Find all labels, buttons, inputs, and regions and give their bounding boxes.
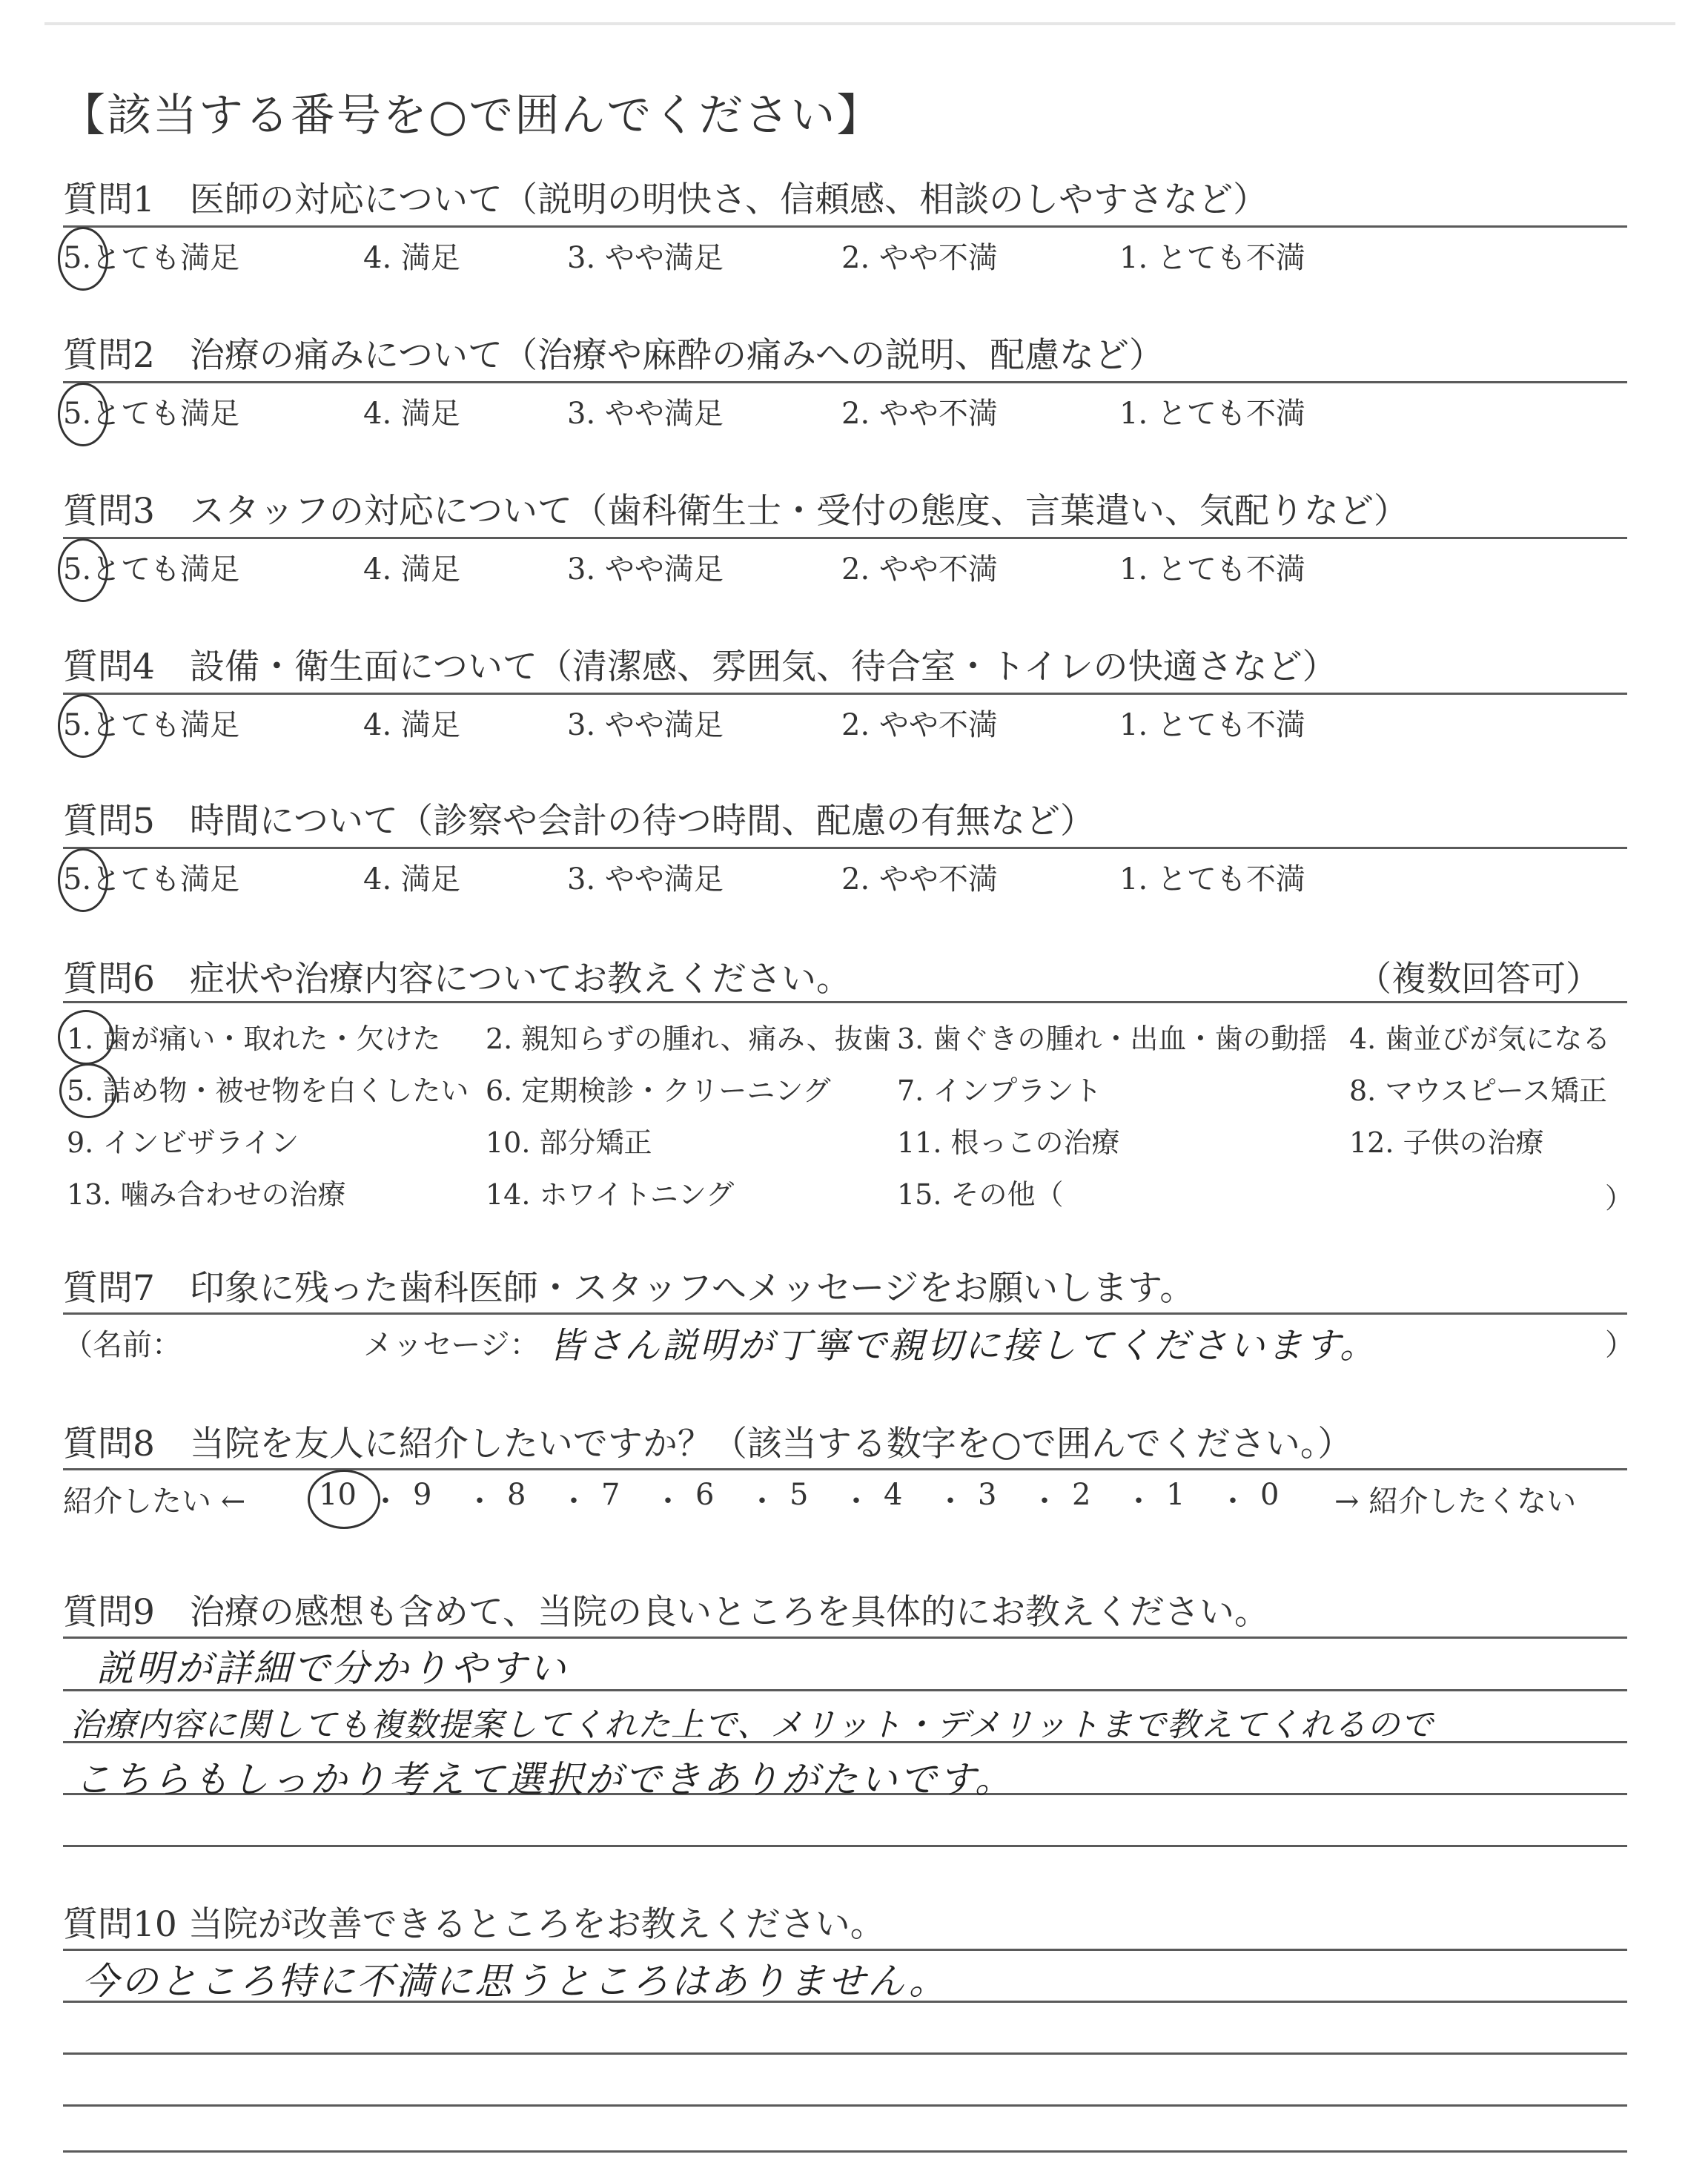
q1-rule <box>63 225 1627 228</box>
q5-selection-circle <box>58 848 108 912</box>
q7-name-label: （名前： <box>63 1328 182 1362</box>
q6-option-4[interactable]: 4. 歯並びが気になる <box>1349 1023 1611 1055</box>
q8-right-label: → 紹介したくない <box>1334 1484 1577 1519</box>
q3-heading: 質問3 スタッフの対応について（歯科衛生士・受付の態度、言葉遣い、気配りなど） <box>63 491 1409 532</box>
q6-heading: 質問6 症状や治療内容についてお教えください。 <box>63 959 851 1000</box>
q8-scale-separator: ・ <box>1218 1484 1248 1519</box>
q6-note: （複数回答可） <box>1357 959 1601 1000</box>
q4-option-3[interactable]: 3. やや満足 <box>567 708 724 742</box>
q2-selection-circle <box>58 383 108 446</box>
q8-scale-0[interactable]: 0 <box>1260 1478 1280 1512</box>
q5-heading: 質問5 時間について（診察や会計の待つ時間、配慮の有無など） <box>63 801 1095 842</box>
q1-option-2[interactable]: 2. やや不満 <box>841 241 998 275</box>
q6-option-6[interactable]: 6. 定期検診・クリーニング <box>486 1074 831 1107</box>
q6-option-13[interactable]: 13. 噛み合わせの治療 <box>67 1178 346 1211</box>
q1-option-5[interactable]: 5.とても満足 <box>63 241 240 275</box>
q8-scale-separator: ・ <box>465 1484 494 1519</box>
q9-rule-5 <box>63 1845 1627 1847</box>
q8-scale-3[interactable]: 3 <box>978 1478 997 1512</box>
q7-rule <box>63 1312 1627 1315</box>
q7-message-label: メッセージ： <box>363 1328 540 1362</box>
q8-scale-5[interactable]: 5 <box>790 1478 809 1512</box>
q6-option-15[interactable]: 15. その他（ <box>897 1178 1064 1211</box>
q8-scale-separator: ・ <box>936 1484 965 1519</box>
q8-scale-8[interactable]: 8 <box>507 1478 526 1512</box>
q6-selection-circle-1 <box>58 1010 114 1065</box>
q7-heading: 質問7 印象に残った歯科医師・スタッフへメッセージをお願いします。 <box>63 1268 1195 1309</box>
q3-option-4[interactable]: 4. 満足 <box>363 552 460 587</box>
q10-answer-line-1: 今のところ特に不満に思うところはありません。 <box>82 1960 948 2003</box>
q1-option-3[interactable]: 3. やや満足 <box>567 241 724 275</box>
q10-rule-5 <box>63 2150 1627 2153</box>
q6-option-14[interactable]: 14. ホワイトニング <box>486 1178 735 1211</box>
q1-selection-circle <box>58 227 108 291</box>
q3-rule <box>63 537 1627 539</box>
q7-message-handwritten: 皆さん説明が丁寧で親切に接してくださいます。 <box>549 1325 1378 1367</box>
q6-option-5[interactable]: 5. 詰め物・被せ物を白くしたい <box>67 1074 469 1107</box>
q6-rule <box>63 1001 1627 1003</box>
q5-option-3[interactable]: 3. やや満足 <box>567 862 724 896</box>
q3-option-3[interactable]: 3. やや満足 <box>567 552 724 587</box>
q5-option-5[interactable]: 5.とても満足 <box>63 862 240 896</box>
q8-scale-separator: ・ <box>747 1484 777 1519</box>
q9-answer-line-1: 説明が詳細で分かりやすい <box>96 1647 568 1690</box>
q2-heading: 質問2 治療の痛みについて（治療や麻酔の痛みへの説明、配慮など） <box>63 335 1165 376</box>
q8-scale-separator: ・ <box>1124 1484 1153 1519</box>
q3-selection-circle <box>58 538 108 602</box>
q1-heading: 質問1 医師の対応について（説明の明快さ、信頼感、相談のしやすさなど） <box>63 179 1268 220</box>
q5-rule <box>63 847 1627 849</box>
q6-option-2[interactable]: 2. 親知らずの腫れ、痛み、抜歯 <box>486 1023 891 1055</box>
q6-option-11[interactable]: 11. 根っこの治療 <box>897 1126 1120 1159</box>
q5-option-4[interactable]: 4. 満足 <box>363 862 460 896</box>
q6-option-7[interactable]: 7. インプラント <box>897 1074 1102 1107</box>
q8-scale-separator: ・ <box>841 1484 871 1519</box>
q2-option-4[interactable]: 4. 満足 <box>363 397 460 431</box>
q8-heading: 質問8 当院を友人に紹介したいですか？（該当する数字を○で囲んでください。） <box>63 1424 1353 1464</box>
q8-rule <box>63 1468 1627 1470</box>
q8-scale-1[interactable]: 1 <box>1166 1478 1185 1512</box>
q2-option-2[interactable]: 2. やや不満 <box>841 397 998 431</box>
q6-close-paren: ） <box>1605 1182 1634 1215</box>
q9-heading: 質問9 治療の感想も含めて、当院の良いところを具体的にお教えください。 <box>63 1592 1269 1633</box>
q6-option-3[interactable]: 3. 歯ぐきの腫れ・出血・歯の動揺 <box>897 1023 1328 1055</box>
q3-option-1[interactable]: 1. とても不満 <box>1119 552 1305 587</box>
q6-option-8[interactable]: 8. マウスピース矯正 <box>1349 1074 1607 1107</box>
q8-scale-separator: ・ <box>559 1484 589 1519</box>
q8-scale-7[interactable]: 7 <box>601 1478 620 1512</box>
q1-option-4[interactable]: 4. 満足 <box>363 241 460 275</box>
q4-option-5[interactable]: 5.とても満足 <box>63 708 240 742</box>
q6-option-10[interactable]: 10. 部分矯正 <box>486 1126 652 1159</box>
q6-option-1[interactable]: 1. 歯が痛い・取れた・欠けた <box>67 1023 441 1055</box>
q6-option-12[interactable]: 12. 子供の治療 <box>1349 1126 1544 1159</box>
q4-heading: 質問4 設備・衛生面について（清潔感、雰囲気、待合室・トイレの快適さなど） <box>63 647 1337 687</box>
q8-scale-9[interactable]: 9 <box>413 1478 432 1512</box>
q6-option-9[interactable]: 9. インビザライン <box>67 1126 299 1159</box>
q8-scale-4[interactable]: 4 <box>884 1478 903 1512</box>
q4-option-4[interactable]: 4. 満足 <box>363 708 460 742</box>
q2-option-5[interactable]: 5.とても満足 <box>63 397 240 431</box>
q8-scale-separator: ・ <box>653 1484 683 1519</box>
q3-option-5[interactable]: 5.とても満足 <box>63 552 240 587</box>
q4-option-2[interactable]: 2. やや不満 <box>841 708 998 742</box>
q10-heading: 質問10 当院が改善できるところをお教えください。 <box>63 1904 885 1945</box>
q4-selection-circle <box>58 694 108 758</box>
q2-option-3[interactable]: 3. やや満足 <box>567 397 724 431</box>
q9-answer-line-2: 治療内容に関しても複数提案してくれた上で、メリット・デメリットまで教えてくれるので <box>70 1706 1434 1744</box>
q9-answer-line-3: こちらもしっかり考えて選択ができありがたいです。 <box>74 1758 1014 1801</box>
q1-option-1[interactable]: 1. とても不満 <box>1119 241 1305 275</box>
q5-option-1[interactable]: 1. とても不満 <box>1119 862 1305 896</box>
q8-scale-6[interactable]: 6 <box>695 1478 715 1512</box>
q4-rule <box>63 693 1627 695</box>
q10-rule-1 <box>63 1949 1627 1951</box>
q8-left-label: 紹介したい ← <box>63 1484 246 1519</box>
q8-scale-separator: ・ <box>1030 1484 1059 1519</box>
q8-scale-separator: ・ <box>371 1484 400 1519</box>
q8-scale-2[interactable]: 2 <box>1072 1478 1091 1512</box>
q5-option-2[interactable]: 2. やや不満 <box>841 862 998 896</box>
q8-selection-circle <box>308 1470 380 1529</box>
q4-option-1[interactable]: 1. とても不満 <box>1119 708 1305 742</box>
page-title: 【該当する番号を○で囲んでください】 <box>61 90 883 142</box>
q10-rule-4 <box>63 2104 1627 2107</box>
q8-scale-10[interactable]: 10 <box>319 1478 357 1512</box>
q6-selection-circle-5 <box>59 1063 117 1118</box>
q10-rule-3 <box>63 2052 1627 2055</box>
q2-option-1[interactable]: 1. とても不満 <box>1119 397 1305 431</box>
q7-close-paren: ） <box>1605 1328 1635 1362</box>
q2-rule <box>63 381 1627 383</box>
q3-option-2[interactable]: 2. やや不満 <box>841 552 998 587</box>
page-top-edge <box>44 22 1675 25</box>
